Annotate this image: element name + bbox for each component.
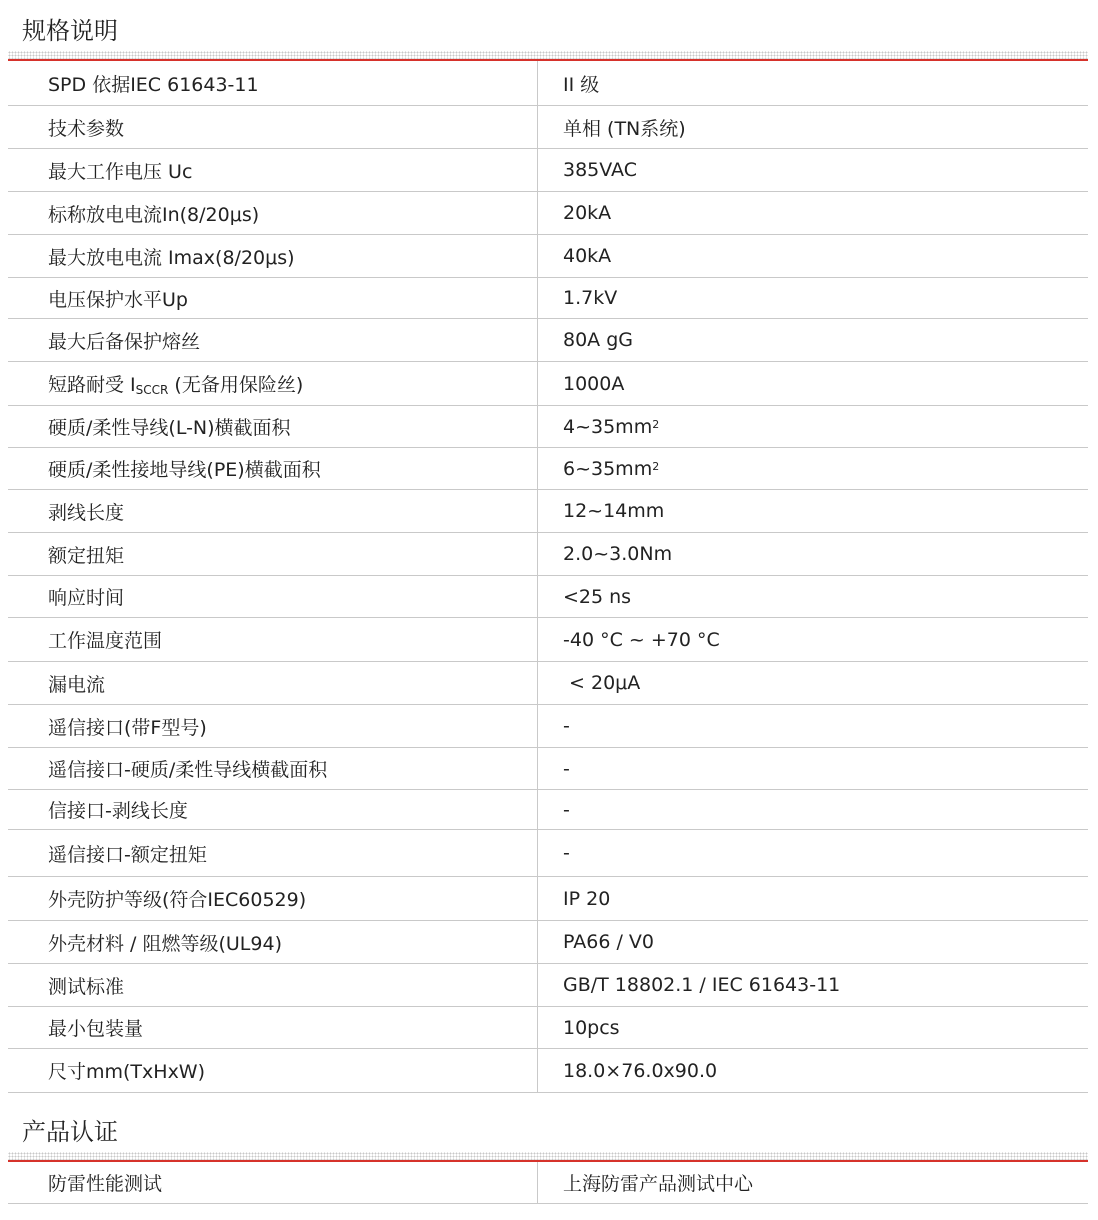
table-row	[8, 235, 1088, 278]
spec-label-text: 硬质/柔性导线(L-N)横截面积	[48, 417, 291, 439]
spec-label-text: 技术参数	[48, 117, 125, 140]
spec-value	[563, 106, 1073, 148]
table-row	[8, 921, 1088, 964]
spec-label	[48, 235, 528, 277]
spec-value	[563, 705, 1073, 747]
table-row	[8, 448, 1088, 490]
spec-value-text: -	[563, 798, 570, 821]
spec-label	[48, 1162, 528, 1203]
spec-label	[48, 533, 528, 575]
spec-label	[48, 106, 528, 148]
spec-value-text: 385VAC	[563, 159, 637, 181]
spec-label-text: 响应时间	[48, 587, 125, 609]
spec-value-text: -	[563, 757, 570, 780]
spec-value-text: -40 °C ~ +70 °C	[563, 628, 720, 651]
spec-value-text: 1000A	[563, 372, 625, 395]
spec-label-text: 遥信接口-额定扭矩	[48, 843, 207, 866]
spec-value-text: GB/T 18802.1 / IEC 61643-11	[563, 974, 841, 996]
table-row	[8, 106, 1088, 149]
spec-value	[563, 490, 1073, 532]
certs-title: 产品认证	[22, 1118, 118, 1146]
spec-value	[563, 406, 1073, 447]
spec-value	[563, 362, 1073, 405]
table-row	[8, 877, 1088, 921]
spec-value	[563, 1162, 1073, 1203]
spec-label-text: SPD 依据IEC 61643-11	[48, 73, 259, 96]
spec-value	[563, 278, 1073, 318]
spec-value-text: 4~35mm	[563, 415, 653, 438]
spec-value	[563, 830, 1073, 876]
spec-value	[563, 448, 1073, 489]
spec-value	[563, 921, 1073, 963]
spec-label-text: 漏电流	[48, 673, 106, 696]
spec-value	[563, 149, 1073, 191]
spec-value-text: 上海防雷产品测试中心	[563, 1173, 754, 1195]
spec-label	[48, 877, 528, 920]
specs-table	[8, 61, 1088, 1093]
spec-label	[48, 662, 528, 704]
table-row	[8, 748, 1088, 790]
spec-value	[563, 319, 1073, 361]
spec-label-text: 最大工作电压 Uc	[48, 160, 193, 183]
spec-label	[48, 61, 528, 105]
spec-label-text: 外壳防护等级(符合IEC60529)	[48, 889, 307, 911]
dotted-divider	[8, 1152, 1088, 1160]
table-row	[8, 533, 1088, 576]
spec-value	[563, 576, 1073, 617]
spec-value-text: -	[563, 715, 570, 737]
spec-value	[563, 618, 1073, 661]
spec-value-text: 2.0~3.0Nm	[563, 543, 673, 565]
spec-label-text: 遥信接口(带F型号)	[48, 716, 207, 739]
spec-value-text: 1.7kV	[563, 287, 618, 309]
spec-value-text: 单相 (TN系统)	[563, 117, 686, 140]
table-row	[8, 790, 1088, 830]
spec-value-text: 12~14mm	[563, 500, 665, 522]
spec-label-text: 短路耐受 I	[48, 374, 136, 396]
table-row	[8, 662, 1088, 705]
certs-table	[8, 1162, 1088, 1204]
spec-label-text: 尺寸mm(TxHxW)	[48, 1061, 206, 1083]
spec-value-text: <25 ns	[563, 585, 632, 608]
dotted-divider	[8, 51, 1088, 59]
table-row	[8, 705, 1088, 748]
spec-label	[48, 1007, 528, 1048]
spec-label	[48, 406, 528, 447]
spec-value-text: 10pcs	[563, 1016, 620, 1039]
spec-value-text: IP 20	[563, 887, 611, 910]
spec-label	[48, 964, 528, 1006]
spec-label	[48, 319, 528, 361]
spec-value	[563, 662, 1073, 704]
spec-value	[563, 790, 1073, 829]
spec-label-text: 外壳材料 / 阻燃等级(UL94)	[48, 932, 282, 955]
table-row	[8, 1007, 1088, 1049]
spec-label	[48, 921, 528, 963]
table-row	[8, 278, 1088, 319]
spec-label	[48, 830, 528, 876]
spec-value-text: -	[563, 842, 570, 864]
spec-value-text: 18.0×76.0x90.0	[563, 1059, 718, 1082]
table-row	[8, 490, 1088, 533]
table-row	[8, 362, 1088, 406]
spec-label-text: 标称放电电流In(8/20μs)	[48, 203, 260, 226]
spec-label	[48, 362, 528, 405]
spec-value	[563, 964, 1073, 1006]
table-row	[8, 576, 1088, 618]
spec-value	[563, 748, 1073, 789]
spec-value-text: 6~35mm	[563, 457, 653, 480]
spec-value-text: II 级	[563, 73, 600, 96]
spec-value	[563, 1049, 1073, 1092]
spec-label-text: 遥信接口-硬质/柔性导线横截面积	[48, 759, 328, 781]
spec-label-text: 剥线长度	[48, 501, 125, 524]
spec-label	[48, 149, 528, 191]
table-row	[8, 192, 1088, 235]
spec-label	[48, 192, 528, 234]
table-row	[8, 618, 1088, 662]
table-row	[8, 964, 1088, 1007]
spec-label	[48, 576, 528, 617]
spec-value	[563, 1007, 1073, 1048]
spec-label-subscript: SCCR	[135, 383, 169, 397]
spec-label	[48, 448, 528, 489]
column-divider	[537, 1162, 538, 1204]
table-row	[8, 61, 1088, 106]
column-divider	[537, 61, 538, 1093]
table-row	[8, 1162, 1088, 1204]
spec-label-text: 电压保护水平Up	[48, 288, 188, 311]
spec-label-tail: (无备用保险丝)	[168, 374, 304, 396]
spec-value	[563, 61, 1073, 105]
spec-label	[48, 490, 528, 532]
spec-label	[48, 790, 528, 829]
specs-title: 规格说明	[22, 17, 118, 45]
spec-label-text: 信接口-剥线长度	[48, 800, 188, 822]
spec-label-text: 最小包装量	[48, 1018, 144, 1040]
spec-value-text: 80A gG	[563, 329, 633, 351]
spec-label	[48, 705, 528, 747]
spec-label-text: 防雷性能测试	[48, 1173, 163, 1195]
spec-value-superscript: 2	[652, 460, 660, 473]
spec-label-text: 额定扭矩	[48, 544, 125, 567]
spec-label	[48, 1049, 528, 1092]
spec-label-text: 最大后备保护熔丝	[48, 330, 201, 353]
spec-label	[48, 278, 528, 318]
table-row	[8, 319, 1088, 362]
spec-label	[48, 618, 528, 661]
spec-value-superscript: 2	[652, 418, 660, 431]
spec-value-text: 40kA	[563, 245, 612, 267]
spec-value-text: < 20μA	[563, 672, 641, 694]
spec-value	[563, 235, 1073, 277]
spec-label-text: 最大放电电流 Imax(8/20μs)	[48, 246, 295, 269]
spec-value	[563, 533, 1073, 575]
table-row	[8, 406, 1088, 448]
spec-label-text: 工作温度范围	[48, 630, 163, 652]
spec-label-text: 测试标准	[48, 975, 125, 998]
spec-value-text: 20kA	[563, 202, 612, 224]
spec-value-text: PA66 / V0	[563, 931, 654, 953]
spec-label	[48, 748, 528, 789]
table-row	[8, 830, 1088, 877]
spec-label-text: 硬质/柔性接地导线(PE)横截面积	[48, 459, 321, 481]
spec-value	[563, 877, 1073, 920]
table-row	[8, 149, 1088, 192]
spec-value	[563, 192, 1073, 234]
table-row	[8, 1049, 1088, 1093]
